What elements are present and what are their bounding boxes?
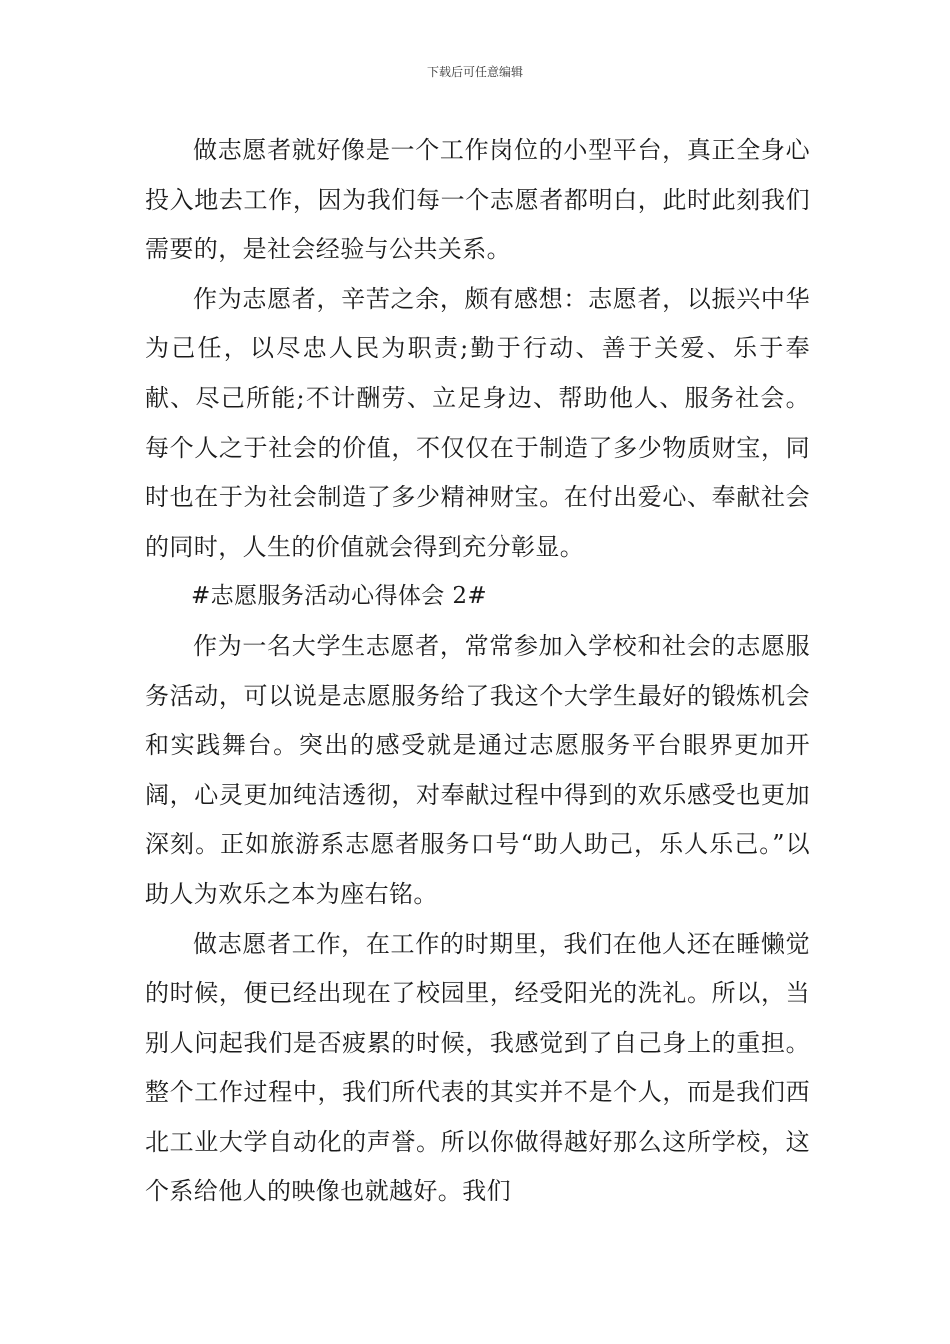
paragraph: 做志愿者就好像是一个工作岗位的小型平台，真正全身心投入地去工作，因为我们每一个志愿者都明白，此时此刻我们需要的，是社会经验与公共关系。 <box>145 136 810 264</box>
paragraph: 作为志愿者，辛苦之余，颇有感想：志愿者，以振兴中华为己任，以尽忠人民为职责;勤于行动、善于关爱、乐于奉献、尽己所能;不计酬劳、立足身边、帮助他人、服务社会。每个人之于社会的价值，不仅仅在于制造了多少物质财宝，同时也在于为社会制造了多少精神财宝。在付出爱心、奉献社会的同时，人生的价值就会得到充分彰显。 <box>145 284 810 561</box>
paragraph: 做志愿者工作，在工作的时期里，我们在他人还在睡懒觉的时候，便已经出现在了校园里，经受阳光的洗礼。所以，当别人问起我们是否疲累的时候，我感觉到了自己身上的重担。整个工作过程中，我们所代表的其实并不是个人，而是我们西北工业大学自动化的声誉。所以你做得越好那么这所学校，这个系给他人的映像也就越好。我们 <box>145 929 810 1206</box>
paragraph: 作为一名大学生志愿者，常常参加入学校和社会的志愿服务活动，可以说是志愿服务给了我这个大学生最好的锻炼机会和实践舞台。突出的感受就是通过志愿服务平台眼界更加开阔，心灵更加纯洁透彻，对奉献过程中得到的欢乐感受也更加深刻。正如旅游系志愿者服务口号“助人助己，乐人乐己。”以助人为欢乐之本为座右铭。 <box>145 631 810 908</box>
section-heading: #志愿服务活动心得体会 2# <box>191 583 488 610</box>
page-header: 下载后可任意编辑 <box>426 65 523 79</box>
document-body <box>145 126 810 1217</box>
